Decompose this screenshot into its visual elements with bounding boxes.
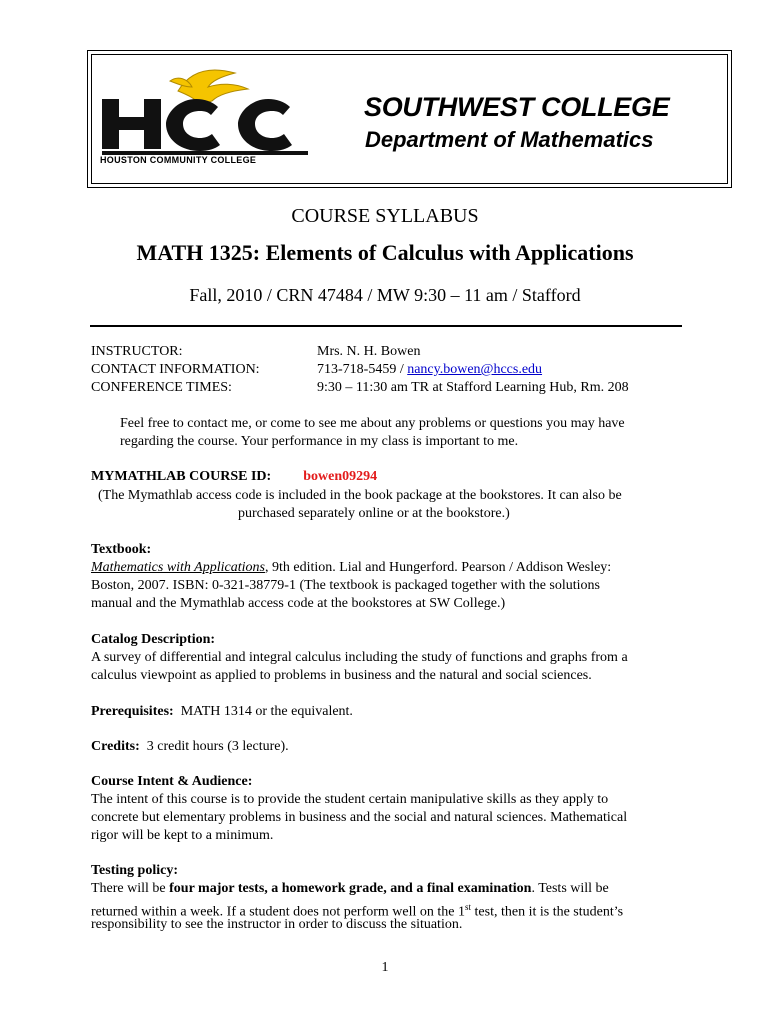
divider <box>90 325 682 327</box>
mymathlab-label: MYMATHLAB COURSE ID: <box>91 469 272 484</box>
testing-heading: Testing policy: <box>91 863 178 878</box>
college-name: SOUTHWEST COLLEGE <box>364 92 670 122</box>
course-title: MATH 1325: Elements of Calculus with Applications <box>136 240 634 265</box>
testing-line1-b: . Tests will be <box>531 881 609 896</box>
catalog-line2: calculus viewpoint as applied to problems in business and the natural and social sciences. <box>91 668 592 683</box>
instructor-name: Mrs. N. H. Bowen <box>317 344 421 359</box>
textbook-title: Mathematics with Applications <box>91 560 265 575</box>
prereq-label: Prerequisites: <box>91 704 174 719</box>
credits-label: Credits: <box>91 739 140 754</box>
prereq-value: MATH 1314 or the equivalent. <box>180 704 353 719</box>
mymathlab-note1: (The Mymathlab access code is included in the book package at the bookstores. It can also be <box>98 488 622 503</box>
testing-line1-a: There will be <box>91 881 170 896</box>
credits-value: 3 credit hours (3 lecture). <box>146 739 289 754</box>
bird-icon <box>170 70 248 105</box>
intent-heading: Course Intent & Audience: <box>91 774 253 789</box>
doc-type: COURSE SYLLABUS <box>291 205 479 227</box>
intent-line3: rigor will be kept to a minimum. <box>91 828 274 843</box>
textbook-heading: Textbook: <box>91 542 152 557</box>
testing-line3: responsibility to see the instructor in order to discuss the situation. <box>91 917 463 932</box>
testing-line2-b: test, then it is the student’s <box>471 904 624 920</box>
conference-times: 9:30 – 11:30 am TR at Stafford Learning Hub, Rm. 208 <box>317 380 629 395</box>
course-id: bowen09294 <box>303 469 378 484</box>
mymathlab-note2: purchased separately online or at the bookstore.) <box>238 506 510 521</box>
mymathlab-line <box>91 468 377 487</box>
catalog-heading: Catalog Description: <box>91 632 216 647</box>
contact-label: CONTACT INFORMATION: <box>91 362 260 377</box>
textbook-line1-rest: , 9th edition. Lial and Hungerford. Pearson / Addison Wesley: <box>264 560 612 575</box>
intent-line1: The intent of this course is to provide the student certain manipulative skills as they apply to <box>91 792 609 807</box>
contact-note-line2: regarding the course. Your performance in my class is important to me. <box>120 434 519 449</box>
credits-line <box>91 738 289 757</box>
textbook-line1 <box>91 559 611 578</box>
logo-letters <box>102 99 308 155</box>
testing-line2-sup: st <box>465 902 472 912</box>
phone: 713-718-5459 / <box>317 362 408 377</box>
textbook-line3: manual and the Mymathlab access code at the bookstores at SW College.) <box>91 596 506 611</box>
catalog-line1: A survey of differential and integral calculus including the study of functions and graphs from a <box>91 650 628 665</box>
header-box <box>91 54 728 184</box>
page-number: 1 <box>381 960 389 975</box>
conference-label: CONFERENCE TIMES: <box>91 380 232 395</box>
contact-note-line1: Feel free to contact me, or come to see me about any problems or questions you may have <box>120 416 625 431</box>
contact-info <box>317 361 542 379</box>
email-link[interactable]: nancy.bowen@hccs.edu <box>407 362 543 377</box>
instructor-label: INSTRUCTOR: <box>91 344 183 359</box>
testing-line1 <box>91 880 609 899</box>
testing-line1-bold: four major tests, a homework grade, and a final examination <box>169 881 532 896</box>
logo-caption: HOUSTON COMMUNITY COLLEGE <box>100 155 257 165</box>
textbook-line2: Boston, 2007. ISBN: 0-321-38779-1 (The textbook is packaged together with the solutions <box>91 578 600 593</box>
intent-line2: concrete but elementary problems in business and the social and natural sciences. Mathematical <box>91 810 628 825</box>
prereq-line <box>91 703 353 722</box>
testing-line2-a: returned within a week. If a student does not perform well on the 1 <box>91 904 466 920</box>
department-name: Department of Mathematics <box>365 127 654 152</box>
course-term: Fall, 2010 / CRN 47484 / MW 9:30 – 11 am / Stafford <box>189 285 581 305</box>
